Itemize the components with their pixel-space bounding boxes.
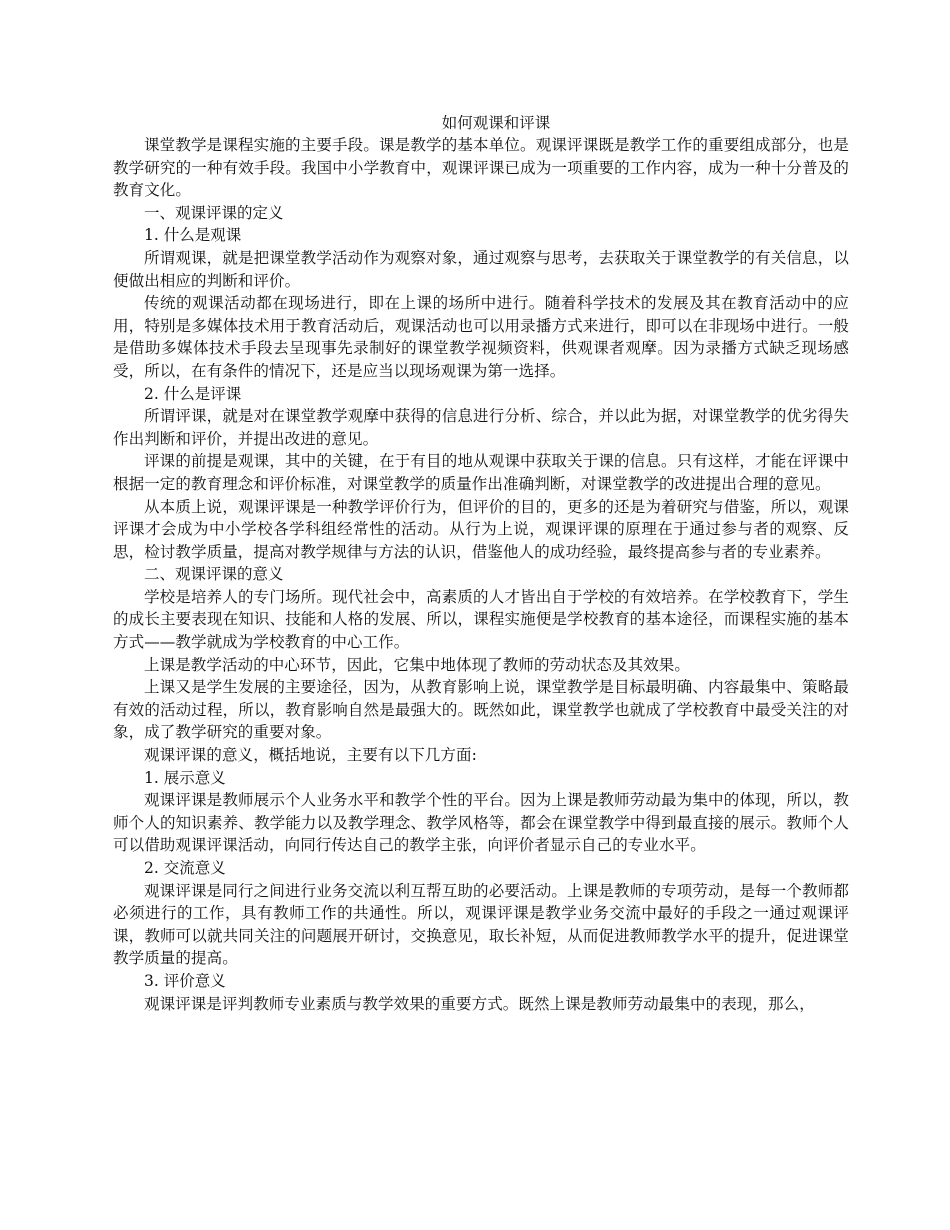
subheading-what-is-observation: 1. 什么是观课 [144, 226, 242, 245]
paragraph-evaluation-significance: 观课评课是评判教师专业素质与教学效果的重要方式。既然上课是教师劳动最集中的表现，那么， [144, 994, 815, 1013]
paragraph-exchange: 观课评课是同行之间进行业务交流以利互帮互助的必要活动。上课是教师的专项劳动，是每一个教师都必须进行的工作，具有教师工作的共通性。所以，观课评课是教学业务交流中最好的手段之一通过观课评课，教师可以就共同关注的问题展开研讨，交换意见，取长补短，从而促进教师教学水平的提升，促进课堂教学质量的提高。 [113, 881, 849, 968]
paragraph-significance-summary: 观课评课的意义，概括地说，主要有以下几方面: [144, 746, 477, 765]
subheading-display: 1. 展示意义 [144, 768, 226, 787]
document-page [113, 112, 849, 1015]
paragraph-essence: 从本质上说，观课评课是一种教学评价行为，但评价的目的，更多的还是为着研究与借鉴，所以，观课评课才会成为中小学校各学科组经常性的活动。从行为上说，观课评课的原理在于通过参与者的观察、反思，检讨教学质量，提高对教学规律与方法的认识，借鉴他人的成功经验，最终提高参与者的专业素养。 [113, 497, 849, 561]
subheading-evaluation: 3. 评价意义 [144, 971, 226, 990]
section-heading-definition: 一、观课评课的定义 [144, 203, 284, 222]
paragraph-evaluation-definition: 所谓评课，就是对在课堂教学观摩中获得的信息进行分析、综合，并以此为据，对课堂教学的优劣得失作出判断和评价，并提出改进的意见。 [113, 407, 849, 448]
subheading-what-is-evaluation: 2. 什么是评课 [144, 384, 242, 403]
paragraph-observation-definition: 所谓观课，就是把课堂教学活动作为观察对象，通过观察与思考，去获取关于课堂教学的有关信息，以便做出相应的判断和评价。 [113, 248, 849, 290]
paragraph-observation-methods: 传统的观课活动都在现场进行，即在上课的场所中进行。随着科学技术的发展及其在教育活动中的应用，特别是多媒体技术用于教育活动后，观课活动也可以用录播方式来进行，即可以在非现场中进行。一般是借助多媒体技术手段去呈现事先录制好的课堂教学视频资料，供观课者观摩。因为录播方式缺乏现场感受，所以，在有条件的情况下，还是应当以现场观课为第一选择。 [113, 294, 849, 380]
paragraph-evaluation-premise: 评课的前提是观课，其中的关键，在于有目的地从观课中获取关于课的信息。只有这样，才能在评课中根据一定的教育理念和评价标准，对课堂教学的质量作出准确判断，对课堂教学的改进提出合理的意见。 [113, 452, 849, 493]
paragraph-class-center: 上课是教学活动的中心环节，因此，它集中地体现了教师的劳动状态及其效果。 [144, 655, 691, 674]
subheading-exchange: 2. 交流意义 [144, 859, 226, 877]
paragraph-display: 观课评课是教师展示个人业务水平和教学个性的平台。因为上课是教师劳动最为集中的体现，所以，教师个人的知识素养、教学能力以及教学理念、教学风格等，都会在课堂教学中得到最直接的展示。教师个人可以借助观课评课活动，向同行传达自己的教学主张，向评价者显示自己的专业水平。 [113, 791, 849, 855]
section-heading-significance: 二、观课评课的意义 [144, 565, 284, 584]
paragraph-school-role: 学校是培养人的专门场所。现代社会中，高素质的人才皆出自于学校的有效培养。在学校教育下，学生的成长主要表现在知识、技能和人格的发展、所以，课程实施便是学校教育的基本途径，而课程实施的基本方式——教学就成为学校教育的中心工作。 [113, 587, 849, 652]
paragraph-intro: 课堂教学是课程实施的主要手段。课是教学的基本单位。观课评课既是教学工作的重要组成部分，也是教学研究的一种有效手段。我国中小学教育中，观课评课已成为一项重要的工作内容，成为一种十分普及的教育文化。 [113, 136, 849, 200]
paragraph-student-development: 上课又是学生发展的主要途径，因为，从教育影响上说，课堂教学是目标最明确、内容最集中、策略最有效的活动过程，所以，教育影响自然是最强大的。既然如此，课堂教学也就成了学校教育中最受关注的对象，成了教学研究的重要对象。 [113, 678, 849, 742]
document-title: 如何观课和评课 [441, 114, 551, 132]
